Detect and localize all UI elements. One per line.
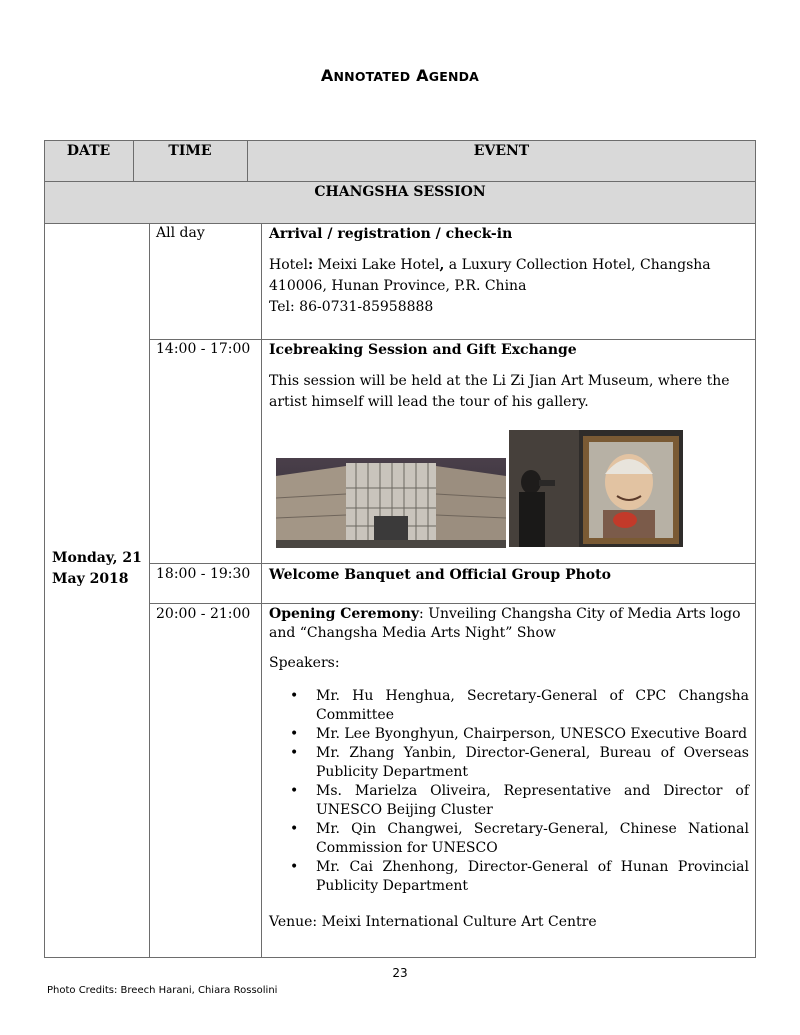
venue-text: Venue: Meixi International Culture Art Centre: [269, 914, 597, 930]
event-arrival: [269, 224, 749, 318]
event-arrival-title: Arrival / registration / check-in: [269, 226, 513, 242]
event-banquet: [269, 565, 749, 586]
session-date: [52, 548, 147, 590]
time-opening: 20:00 - 21:00: [156, 606, 251, 622]
event-icebreaking-desc: This session will be held at the Li Zi Jian Art Museum, where the artist himself will lead the tour of his gallery.: [269, 373, 730, 410]
time-banquet: 18:00 - 19:30: [156, 566, 251, 582]
title-cap-2: A: [416, 66, 429, 85]
event-icebreaking-title: Icebreaking Session and Gift Exchange: [269, 342, 577, 358]
speakers-list: [269, 687, 749, 896]
hotel-tel: Tel: 86-0731-85958888: [269, 299, 434, 315]
event-banquet-title: Welcome Banquet and Official Group Photo: [269, 567, 611, 583]
portrait-painting-photo: [509, 430, 683, 547]
date-line-1: Monday, 21: [52, 550, 142, 566]
title-rest-2: GENDA: [428, 69, 480, 84]
photo-credits: Photo Credits: Breech Harani, Chiara Rossolini: [47, 985, 278, 996]
session-title: CHANGSHA SESSION: [314, 184, 486, 200]
list-item: • Mr. Qin Changwei, Secretary-General, Chinese National Commission for UNESCO: [269, 820, 749, 858]
time-all-day: All day: [156, 225, 205, 241]
agenda-table: [44, 140, 756, 958]
museum-building-photo: [276, 458, 506, 548]
page-title: [0, 66, 800, 85]
event-icebreaking: [269, 340, 749, 413]
title-cap-1: A: [320, 66, 334, 85]
hotel-info: Hotel: Meixi Lake Hotel, a Luxury Collection Hotel, Changsha 410006, Hunan Province, P.R. China: [269, 257, 711, 294]
header-date: DATE: [66, 143, 111, 159]
speakers-label: Speakers:: [269, 655, 340, 671]
list-item: • Mr. Hu Henghua, Secretary-General of CPC Changsha Committee: [269, 687, 749, 725]
time-icebreaking: 14:00 - 17:00: [156, 341, 251, 357]
event-opening: [269, 605, 749, 932]
header-time: TIME: [168, 143, 212, 159]
header-event: EVENT: [473, 143, 530, 159]
event-opening-title: Opening Ceremony: [269, 606, 420, 622]
list-item: • Ms. Marielza Oliveira, Representative and Director of UNESCO Beijing Cluster: [269, 782, 749, 820]
list-item: • Mr. Cai Zhenhong, Director-General of Hunan Provincial Publicity Department: [269, 858, 749, 896]
list-item: • Mr. Lee Byonghyun, Chairperson, UNESCO Executive Board: [269, 725, 749, 744]
date-line-2: May 2018: [52, 571, 129, 587]
page-number: 23: [392, 966, 408, 980]
title-rest-1: NNOTATED: [333, 69, 411, 84]
list-item: • Mr. Zhang Yanbin, Director-General, Bureau of Overseas Publicity Department: [269, 744, 749, 782]
event-opening-desc: : Unveiling Changsha City of Media Arts logo and “Changsha Media Arts Night” Show: [269, 606, 741, 641]
